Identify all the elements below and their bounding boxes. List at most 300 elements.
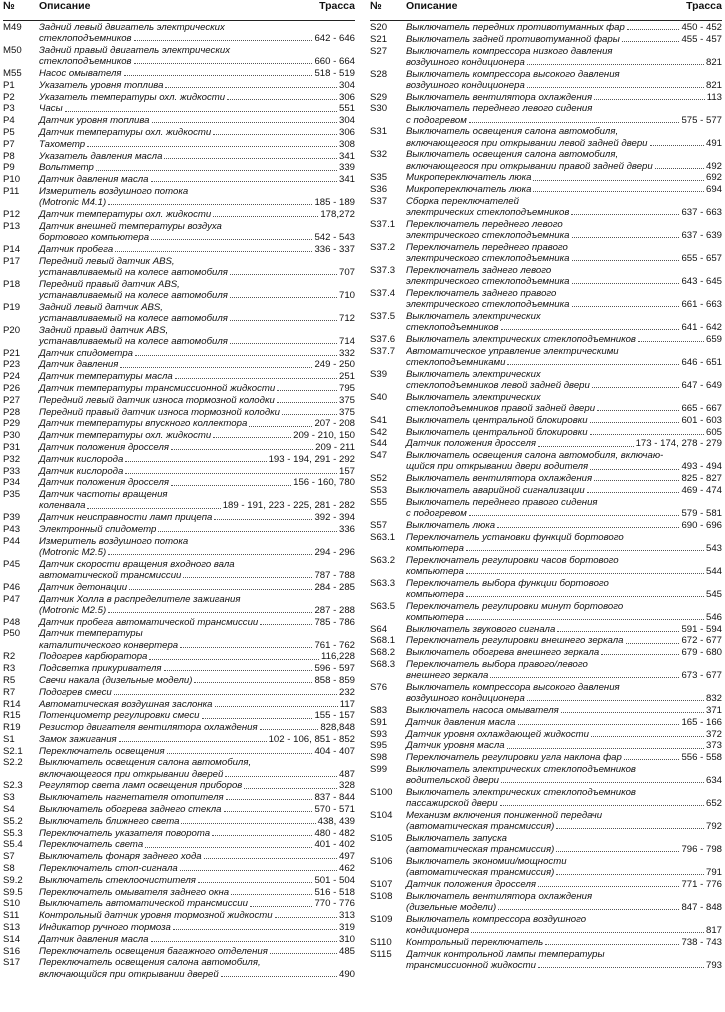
entry-description-line: Выключатель задней противотуманной фары — [406, 33, 620, 45]
entry-description-line: Датчик давления масла — [39, 933, 149, 945]
index-entry — [370, 334, 722, 345]
entry-description-line: Датчик положения дросселя — [39, 477, 169, 489]
entry-last-line — [406, 473, 722, 484]
entry-code: S2.3 — [3, 780, 23, 792]
dot-leader — [226, 792, 313, 800]
entry-code: P45 — [3, 558, 21, 570]
entry-body — [39, 244, 355, 255]
entry-pages: 516 - 518 — [314, 886, 355, 898]
entry-last-line — [39, 348, 355, 359]
index-entry — [3, 22, 355, 44]
entry-last-line — [406, 775, 722, 786]
entry-description-line: Переключатель указателя поворота — [39, 827, 211, 839]
dot-leader — [198, 875, 313, 883]
entry-code: P39 — [3, 512, 21, 524]
entry-code: S1 — [3, 733, 15, 745]
dot-leader — [180, 640, 312, 648]
entry-body — [406, 659, 722, 681]
entry-last-line — [406, 717, 722, 728]
entry-body — [39, 839, 355, 850]
dot-leader — [469, 115, 680, 123]
entry-description-line: Подогрев смеси — [39, 686, 112, 698]
entry-description-line: Подогрев карбюратора — [39, 651, 148, 663]
entry-code: S28 — [370, 68, 388, 80]
entry-last-line — [39, 746, 355, 757]
index-entry — [370, 949, 722, 971]
dot-leader — [501, 775, 704, 783]
entry-last-line — [39, 33, 355, 44]
entry-pages: 209 - 211 — [315, 441, 355, 453]
index-entry — [370, 705, 722, 716]
entry-last-line — [406, 566, 722, 577]
entry-code: S47 — [370, 450, 388, 462]
index-entry — [3, 209, 355, 220]
index-entry — [3, 675, 355, 686]
entry-description-line: Выключатель электрических — [406, 310, 541, 322]
entry-pages: 493 - 494 — [681, 461, 722, 473]
entry-pages: 308 — [338, 138, 355, 150]
entry-pages: 791 — [705, 867, 722, 879]
entry-body — [39, 851, 355, 862]
index-entry — [3, 887, 355, 898]
entry-body — [39, 628, 355, 650]
entry-description-line: Измеритель воздушного потока — [39, 535, 189, 547]
entry-description-line: Указатель температуры охл. жидкости — [39, 91, 226, 103]
entry-code: S37.2 — [370, 241, 396, 253]
entry-last-line — [406, 729, 722, 740]
entry-last-line — [39, 898, 355, 909]
entry-body — [39, 722, 355, 733]
index-entry — [3, 68, 355, 79]
dot-leader — [167, 746, 313, 754]
entry-code: P12 — [3, 208, 21, 220]
entry-description-line: (автоматическая трансмиссия) — [406, 821, 555, 833]
entry-body — [39, 80, 355, 91]
dot-leader — [466, 589, 704, 597]
entry-description-line: Датчик неисправности ламп прицепа — [39, 512, 213, 524]
entry-code: S27 — [370, 45, 388, 57]
entry-description-line: Подсветка прикуривателя — [39, 663, 162, 675]
entry-last-line — [406, 647, 722, 658]
entry-last-line — [39, 687, 355, 698]
entry-last-line — [406, 461, 722, 472]
index-entry — [3, 722, 355, 733]
entry-description-line: устанавливаемый на колесе автомобиля — [39, 266, 228, 278]
entry-pages: 690 - 696 — [681, 519, 722, 531]
entry-body — [39, 934, 355, 945]
entry-last-line — [39, 139, 355, 150]
index-entry — [3, 828, 355, 839]
entry-pages: 373 — [705, 740, 722, 752]
dot-leader — [125, 454, 266, 462]
entry-description-line: стеклоподъемников — [406, 322, 499, 334]
entry-last-line — [406, 161, 722, 172]
index-entry — [3, 559, 355, 581]
entry-last-line — [406, 705, 722, 716]
entry-code: S4 — [3, 804, 15, 816]
entry-last-line — [406, 960, 722, 971]
dot-leader — [507, 740, 704, 748]
entry-description-line: пассажирской двери — [406, 798, 498, 810]
entry-code: S42 — [370, 426, 388, 438]
dot-leader — [500, 798, 704, 806]
entry-description-line: компьютера — [406, 565, 464, 577]
entry-description-line: Потенциометр регулировки смеси — [39, 710, 200, 722]
entry-last-line — [39, 946, 355, 957]
index-entry — [3, 780, 355, 791]
entry-pages: 193 - 194, 291 - 292 — [268, 453, 355, 465]
entry-pages: 304 — [338, 115, 355, 127]
dot-leader — [230, 267, 337, 275]
entry-last-line — [406, 357, 722, 368]
entry-description-line: Вольтметр — [39, 162, 94, 174]
entry-body — [39, 162, 355, 173]
entry-description-line: Датчик температуры — [39, 628, 143, 640]
entry-body — [39, 524, 355, 535]
entry-pages: 661 - 663 — [681, 299, 722, 311]
entry-pages: 304 — [338, 79, 355, 91]
dot-leader — [115, 244, 312, 252]
entry-description-line: Контрольный датчик уровня тормозной жидкости — [39, 910, 273, 922]
entry-code: S100 — [370, 786, 393, 798]
entry-description-line: Механизм включения пониженной передачи — [406, 809, 603, 821]
entry-body — [39, 348, 355, 359]
dot-leader — [164, 663, 313, 671]
entry-pages: 672 - 677 — [681, 635, 722, 647]
entry-last-line — [39, 80, 355, 91]
entry-code: P46 — [3, 581, 21, 593]
entry-code: S44 — [370, 438, 388, 450]
index-entry — [3, 746, 355, 757]
entry-body — [406, 879, 722, 890]
entry-code: M50 — [3, 45, 22, 56]
entry-pages: 673 - 677 — [681, 670, 722, 682]
index-entry — [370, 92, 722, 103]
index-entry — [370, 46, 722, 68]
entry-description-line: электрического стеклоподъемника — [406, 253, 570, 265]
entry-pages: 642 - 646 — [314, 33, 355, 45]
entry-last-line — [406, 670, 722, 681]
index-entry — [3, 875, 355, 886]
dot-leader — [129, 582, 312, 590]
entry-code: S31 — [370, 126, 388, 138]
right-entries — [370, 21, 722, 971]
dot-leader — [655, 161, 704, 169]
entry-description-line: Регулятор света ламп освещения приборов — [39, 780, 243, 792]
dot-leader — [594, 473, 679, 481]
entry-description-line: кондиционера — [406, 924, 470, 936]
dot-leader — [490, 670, 679, 678]
dot-leader — [572, 299, 680, 307]
entry-last-line — [406, 798, 722, 809]
dot-leader — [151, 232, 312, 240]
entry-body — [39, 946, 355, 957]
entry-body — [406, 288, 722, 310]
index-entry — [3, 512, 355, 523]
header-route: Трасса — [319, 0, 355, 12]
index-entry — [370, 473, 722, 484]
entry-last-line — [39, 371, 355, 382]
entry-body — [39, 209, 355, 220]
entry-last-line — [406, 879, 722, 890]
dot-leader — [244, 780, 337, 788]
index-entry — [3, 80, 355, 91]
entry-description-line: Переключатель заднего левого — [406, 264, 552, 276]
left-entries — [3, 21, 355, 980]
dot-leader — [533, 184, 704, 192]
entry-body — [406, 647, 722, 658]
entry-code: P47 — [3, 593, 21, 605]
entry-description-line: электрического стеклоподъемника — [406, 230, 570, 242]
entry-pages: 185 - 189 — [314, 197, 355, 209]
entry-body — [406, 427, 722, 438]
entry-description-line: компьютера — [406, 588, 464, 600]
index-entry — [3, 162, 355, 173]
entry-description-line: Выключатель освещения салона автомобиля, — [39, 757, 252, 769]
entry-last-line — [39, 197, 355, 208]
entry-description-line: Датчик спидометра — [39, 347, 133, 359]
entry-last-line — [406, 937, 722, 948]
entry-body — [39, 489, 355, 511]
entry-body — [406, 485, 722, 496]
dot-leader — [260, 722, 319, 730]
entry-pages: 647 - 649 — [681, 379, 722, 391]
dot-leader — [592, 380, 680, 388]
index-entry — [3, 186, 355, 208]
dot-leader — [556, 844, 679, 852]
entry-code: S30 — [370, 103, 388, 115]
entry-pages: 655 - 657 — [681, 253, 722, 265]
entry-body — [39, 757, 355, 779]
entry-pages: 501 - 504 — [314, 874, 355, 886]
entry-last-line — [39, 151, 355, 162]
entry-last-line — [406, 485, 722, 496]
entry-code: S105 — [370, 832, 393, 844]
dot-leader — [501, 322, 680, 330]
entry-last-line — [406, 334, 722, 345]
entry-code: S93 — [370, 728, 388, 740]
dot-leader — [134, 56, 313, 64]
index-entry — [3, 699, 355, 710]
dot-leader — [594, 92, 705, 100]
index-entry — [370, 601, 722, 623]
entry-code: S63.2 — [370, 554, 396, 566]
index-entry — [3, 792, 355, 803]
dot-leader — [260, 617, 312, 625]
index-entry — [3, 910, 355, 921]
entry-body — [39, 699, 355, 710]
dot-leader — [87, 139, 337, 147]
entry-body — [406, 450, 722, 472]
entry-last-line — [406, 57, 722, 68]
entry-description-line: Задний правый датчик ABS, — [39, 324, 169, 336]
header-number: № — [370, 0, 382, 12]
entry-description-line: Автоматическая воздушная заслонка — [39, 698, 213, 710]
entry-body — [406, 126, 722, 148]
entry-code: S37.3 — [370, 264, 396, 276]
entry-body — [406, 856, 722, 878]
index-entry — [3, 863, 355, 874]
entry-pages: 310 — [338, 933, 355, 945]
entry-description-line: Переключатель освещения багажного отделения — [39, 945, 268, 957]
entry-code: P50 — [3, 628, 21, 640]
dot-leader — [627, 22, 680, 30]
entry-description-line: Выключатель запуска — [406, 832, 507, 844]
index-entry — [3, 442, 355, 453]
entry-body — [406, 219, 722, 241]
entry-description-line: Выключатель компрессора воздушного — [406, 913, 587, 925]
dot-leader — [214, 512, 312, 520]
entry-description-line: Выключатель освещения салона автомобиля, включаю- — [406, 450, 664, 462]
entry-pages: 652 — [705, 798, 722, 810]
index-entry — [3, 279, 355, 301]
entry-pages: 490 — [338, 968, 355, 980]
index-entry — [370, 532, 722, 554]
entry-pages: 157 — [338, 465, 355, 477]
entry-code: P23 — [3, 359, 21, 371]
entry-last-line — [406, 22, 722, 33]
dot-leader — [164, 151, 337, 159]
dot-leader — [590, 427, 704, 435]
index-entry — [3, 663, 355, 674]
dot-leader — [571, 207, 679, 215]
entry-body — [39, 466, 355, 477]
index-entry — [370, 438, 722, 449]
entry-last-line — [39, 418, 355, 429]
index-entry — [370, 937, 722, 948]
entry-description-line: Переключатель переднего левого — [406, 218, 563, 230]
index-entry — [3, 371, 355, 382]
entry-code: S37.4 — [370, 287, 396, 299]
entry-pages: 591 - 594 — [681, 623, 722, 635]
index-entry — [3, 430, 355, 441]
left-column — [3, 0, 355, 1012]
dot-leader — [212, 828, 312, 836]
dot-leader — [545, 937, 679, 945]
entry-pages: 579 - 581 — [681, 507, 722, 519]
entry-code: S37.5 — [370, 310, 396, 322]
entry-body — [39, 910, 355, 921]
entry-last-line — [406, 184, 722, 195]
entry-last-line — [39, 209, 355, 220]
entry-last-line — [39, 359, 355, 370]
entry-pages: 319 — [338, 922, 355, 934]
dot-leader — [213, 209, 318, 217]
entry-pages: 712 — [338, 312, 355, 324]
entry-body — [39, 875, 355, 886]
entry-last-line — [406, 415, 722, 426]
entry-code: S57 — [370, 519, 388, 531]
dot-leader — [225, 769, 337, 777]
entry-description-line: автоматической трансмиссии — [39, 569, 182, 581]
entry-description-line: Датчик температуры трансмиссионной жидкости — [39, 382, 276, 394]
index-entry — [3, 115, 355, 126]
entry-code: S14 — [3, 933, 21, 945]
dot-leader — [527, 80, 704, 88]
index-entry — [3, 477, 355, 488]
index-entry — [3, 466, 355, 477]
entry-last-line — [406, 207, 722, 218]
entry-description-line: Датчик скорости вращения входного вала — [39, 558, 235, 570]
index-entry — [3, 710, 355, 721]
entry-code: S95 — [370, 740, 388, 752]
index-entry — [3, 687, 355, 698]
entry-code: P4 — [3, 115, 15, 127]
dot-leader — [119, 734, 267, 742]
entry-pages: 401 - 402 — [314, 839, 355, 851]
entry-last-line — [39, 524, 355, 535]
entry-last-line — [406, 589, 722, 600]
dot-leader — [556, 867, 704, 875]
entry-body — [39, 594, 355, 616]
entry-last-line — [39, 244, 355, 255]
entry-description-line: Передний левый датчик ABS, — [39, 255, 175, 267]
entry-body — [39, 687, 355, 698]
entry-body — [39, 582, 355, 593]
entry-body — [39, 780, 355, 791]
dot-leader — [507, 357, 679, 365]
dot-leader — [158, 524, 337, 532]
entry-description-line: Выключатель фонаря заднего хода — [39, 851, 202, 863]
index-entry — [3, 221, 355, 243]
entry-pages: 796 - 798 — [681, 844, 722, 856]
dot-leader — [538, 960, 704, 968]
dot-leader — [204, 851, 337, 859]
index-entry — [3, 816, 355, 827]
entry-pages: 858 - 859 — [314, 674, 355, 686]
entry-last-line — [406, 844, 722, 855]
entry-last-line — [39, 605, 355, 616]
entry-description-line: Микропереключатель люка — [406, 172, 532, 184]
entry-pages: 209 - 210, 150 — [293, 430, 355, 442]
entry-last-line — [39, 115, 355, 126]
index-entry — [3, 302, 355, 324]
entry-pages: 634 — [705, 775, 722, 787]
entry-last-line — [39, 407, 355, 418]
entry-code: R3 — [3, 663, 16, 675]
entry-description-line: Датчик частоты вращения — [39, 489, 168, 501]
entry-last-line — [406, 752, 722, 763]
entry-body — [406, 69, 722, 91]
entry-description-line: Указатель давления масла — [39, 150, 163, 162]
dot-leader — [224, 804, 313, 812]
index-entry — [370, 787, 722, 809]
dot-leader — [275, 910, 337, 918]
entry-pages: 173 - 174, 278 - 279 — [635, 438, 722, 450]
entry-description-line: Переключатель регулировки минут бортового — [406, 600, 624, 612]
entry-code: P2 — [3, 91, 15, 103]
index-entry — [370, 242, 722, 264]
entry-description-line: Переключатель регулировки угла наклона фар — [406, 752, 622, 764]
entry-code: P20 — [3, 324, 21, 336]
dot-leader — [518, 717, 680, 725]
entry-code: P3 — [3, 103, 15, 115]
entry-pages: 646 - 651 — [681, 356, 722, 368]
entry-description-line: Датчик детонации — [39, 581, 128, 593]
entry-pages: 455 - 457 — [681, 33, 722, 45]
entry-code: R15 — [3, 710, 21, 722]
entry-pages: 575 - 577 — [681, 114, 722, 126]
entry-code: P5 — [3, 126, 15, 138]
entry-body — [406, 787, 722, 809]
dot-leader — [87, 500, 220, 508]
entry-description-line: Датчик давления масла — [39, 174, 149, 186]
entry-body — [39, 139, 355, 150]
index-entry — [370, 659, 722, 681]
entry-body — [39, 675, 355, 686]
entry-description-line: Датчик внешней температуры воздуха — [39, 220, 222, 232]
entry-body — [39, 957, 355, 979]
